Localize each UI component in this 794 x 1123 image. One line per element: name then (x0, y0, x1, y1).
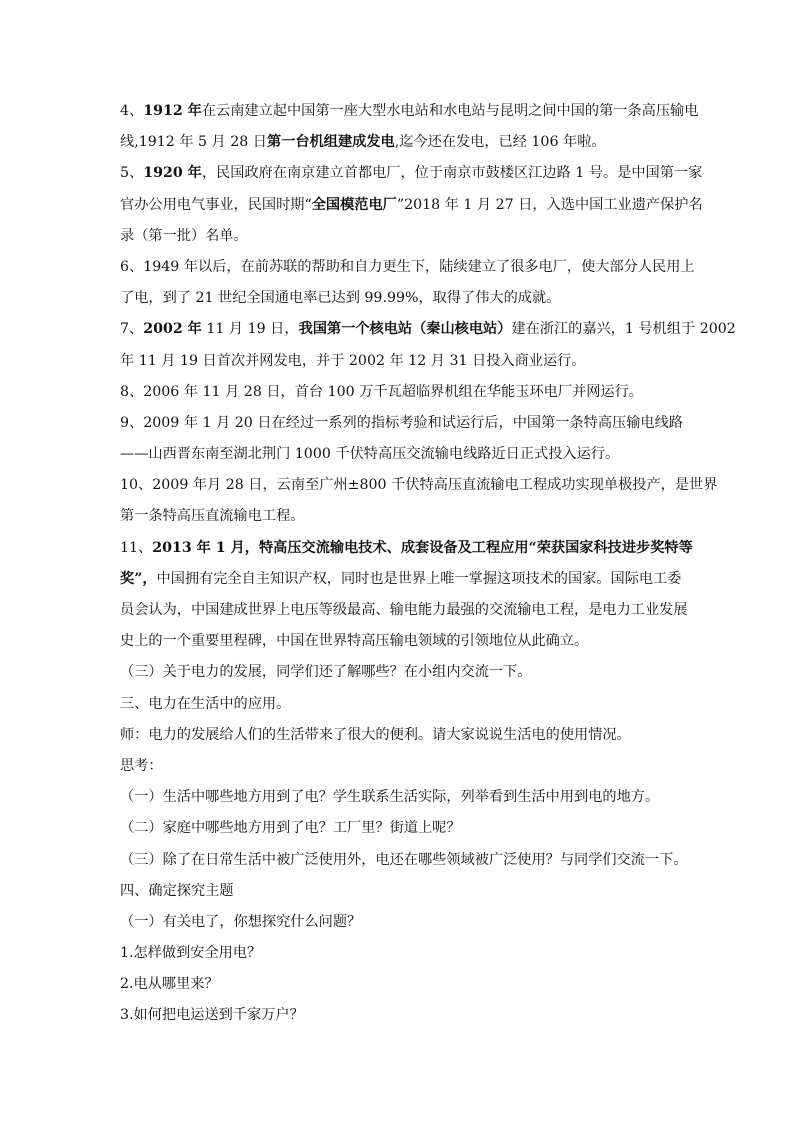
text-run: 2.电从哪里来？ (120, 976, 219, 993)
text-run: 年 11 月 19 日首次并网发电，并于 2002 年 12 月 31 日投入商业运行。 (120, 352, 586, 369)
paragraph-topic-3 (120, 1000, 676, 1031)
text-run: 1.怎样做到安全用电？ (120, 945, 262, 962)
paragraph-topic-1 (120, 938, 676, 969)
text-line (120, 377, 676, 408)
text-run: （二）家庭中哪些地方用到了电？工厂里？街道上呢？ (120, 820, 461, 837)
bold-text-run: 第一台机组建成发电 (267, 134, 395, 151)
text-run: 史上的一个重要里程碑，中国在世界特高压输电领域的引领地位从此确立。 (120, 633, 589, 650)
bold-text-run: 1920 年 (143, 165, 202, 182)
text-line (120, 595, 688, 626)
paragraph-topic-q (120, 907, 676, 938)
text-line (120, 782, 676, 813)
text-line (120, 626, 676, 657)
text-run: ——山西晋东南至湖北荆门 1000 千伏特高压交流输电线路近日正式投入运行。 (120, 446, 620, 463)
paragraph-item-8 (120, 377, 676, 408)
text-run: 11、 (120, 539, 153, 556)
text-run: 四、确定探究主题 (120, 882, 234, 899)
text-line (120, 158, 703, 189)
text-run: ,迄今还在发电，已经 106 年啦。 (394, 134, 606, 151)
text-run: （三）除了在日常生活中被广泛使用外，电还在哪些领域被广泛使用？与同学们交流一下。 (120, 851, 688, 868)
paragraph-think-3 (120, 845, 688, 876)
text-run: ，民国政府在南京建立首都电厂，位于南京市鼓楼区江边路 1 号。是中国第一家 (201, 165, 703, 182)
text-line (120, 190, 703, 221)
paragraph-think (120, 751, 676, 782)
paragraph-topic-2 (120, 969, 676, 1000)
text-run: 第一条特高压直流输电工程。 (120, 508, 305, 525)
text-line (120, 564, 682, 595)
text-line (120, 408, 683, 439)
text-line (120, 845, 688, 876)
paragraph-section-4 (120, 876, 676, 907)
bold-text-run: 1912 年 (143, 103, 202, 119)
text-run: 5、 (120, 165, 144, 182)
paragraph-item-9 (120, 408, 683, 470)
text-run: （一）有关电了，你想探究什么问题？ (120, 913, 362, 930)
text-run: 思考： (120, 757, 163, 774)
text-run: 建在浙江的嘉兴，1 号机组于 2002 (511, 321, 736, 338)
text-line (120, 533, 693, 564)
paragraph-teacher (120, 720, 676, 751)
text-line (120, 907, 676, 938)
text-run: 4、 (120, 103, 144, 119)
text-run: （三）关于电力的发展，同学们还了解哪些？在小组内交流一下。 (120, 664, 532, 681)
text-run: 8、2006 年 11 月 28 日，首台 100 万千瓦超临界机组在华能玉环电厂并网运行。 (120, 383, 643, 400)
text-line (120, 720, 676, 751)
text-run: 员会认为，中国建成世界上电压等级最高、输电能力最强的交流输电工程，是电力工业发展 (120, 602, 688, 618)
bold-text-run: 我国第一个核电站（秦山核电站） (298, 321, 512, 338)
text-line (120, 689, 676, 720)
paragraph-item-10 (120, 470, 718, 532)
text-run: 三、电力在生活中的应用。 (120, 695, 291, 712)
paragraph-think-1 (120, 782, 676, 813)
text-line (120, 876, 676, 907)
text-line (120, 1000, 676, 1031)
text-run: 录（第一批）名单。 (120, 227, 248, 244)
text-run: 师：电力的发展给人们的生活带来了很大的便利。请大家说说生活电的使用情况。 (120, 726, 631, 743)
text-run: 7、 (120, 321, 144, 338)
paragraph-think-2 (120, 813, 676, 844)
text-run: 9、2009 年 1 月 20 日在经过一系列的指标考验和试运行后，中国第一条特高压输电线路 (120, 414, 683, 431)
text-run: ”2018 年 1 月 27 日，入选中国工业遗产保护名 (396, 196, 703, 213)
paragraph-item-5 (120, 158, 703, 252)
bold-text-run: 2013 年 1 月，特高压交流输电技术、成套设备及工程应用“荣获国家科技进步奖特等 (152, 539, 693, 556)
text-line (120, 346, 676, 377)
text-run: 11 月 19 日， (201, 321, 299, 338)
text-run: 官办公用电气事业，民国时期“ (120, 196, 312, 213)
text-line (120, 501, 676, 532)
text-line (120, 969, 676, 1000)
paragraph-item-4 (120, 96, 699, 158)
text-line (120, 657, 676, 688)
text-run: 10、2009 年月 28 日，云南至广州±800 千伏特高压直流输电工程成功实现单极投产，是世界 (120, 477, 718, 494)
text-run: 在云南建立起中国第一座大型水电站和水电站与昆明之间中国的第一条高压输电 (201, 103, 699, 119)
paragraph-item-6 (120, 252, 695, 314)
paragraph-section-3 (120, 689, 676, 720)
paragraph-question-3 (120, 657, 676, 688)
paragraph-item-11 (120, 533, 693, 658)
paragraph-item-7 (120, 314, 736, 376)
text-line (120, 96, 699, 127)
text-line (120, 751, 676, 782)
bold-text-run: 全国模范电厂 (311, 196, 397, 213)
text-line (120, 252, 695, 283)
text-line (120, 314, 736, 345)
text-run: 线,1912 年 5 月 28 日 (120, 134, 267, 151)
text-run: 中国拥有完全自主知识产权，同时也是世界上唯一掌握这项技术的国家。国际电工委 (156, 570, 682, 587)
text-line (120, 439, 676, 470)
text-line (120, 938, 676, 969)
text-run: 3.如何把电运送到千家万户？ (120, 1007, 304, 1024)
document-page (120, 96, 736, 1032)
text-line (120, 813, 676, 844)
text-run: 了电，到了 21 世纪全国通电率已达到 99.99%，取得了伟大的成就。 (120, 290, 561, 307)
text-line (120, 470, 718, 501)
bold-text-run: 2002 年 (143, 321, 202, 338)
text-line (120, 127, 676, 158)
bold-text-run: 奖”， (120, 570, 157, 587)
text-run: 6、1949 年以后，在前苏联的帮助和自力更生下，陆续建立了很多电厂，使大部分人民用上 (120, 258, 695, 275)
text-run: （一）生活中哪些地方用到了电？学生联系生活实际，列举看到生活中用到电的地方。 (120, 789, 660, 806)
text-line (120, 221, 676, 252)
text-line (120, 283, 676, 314)
